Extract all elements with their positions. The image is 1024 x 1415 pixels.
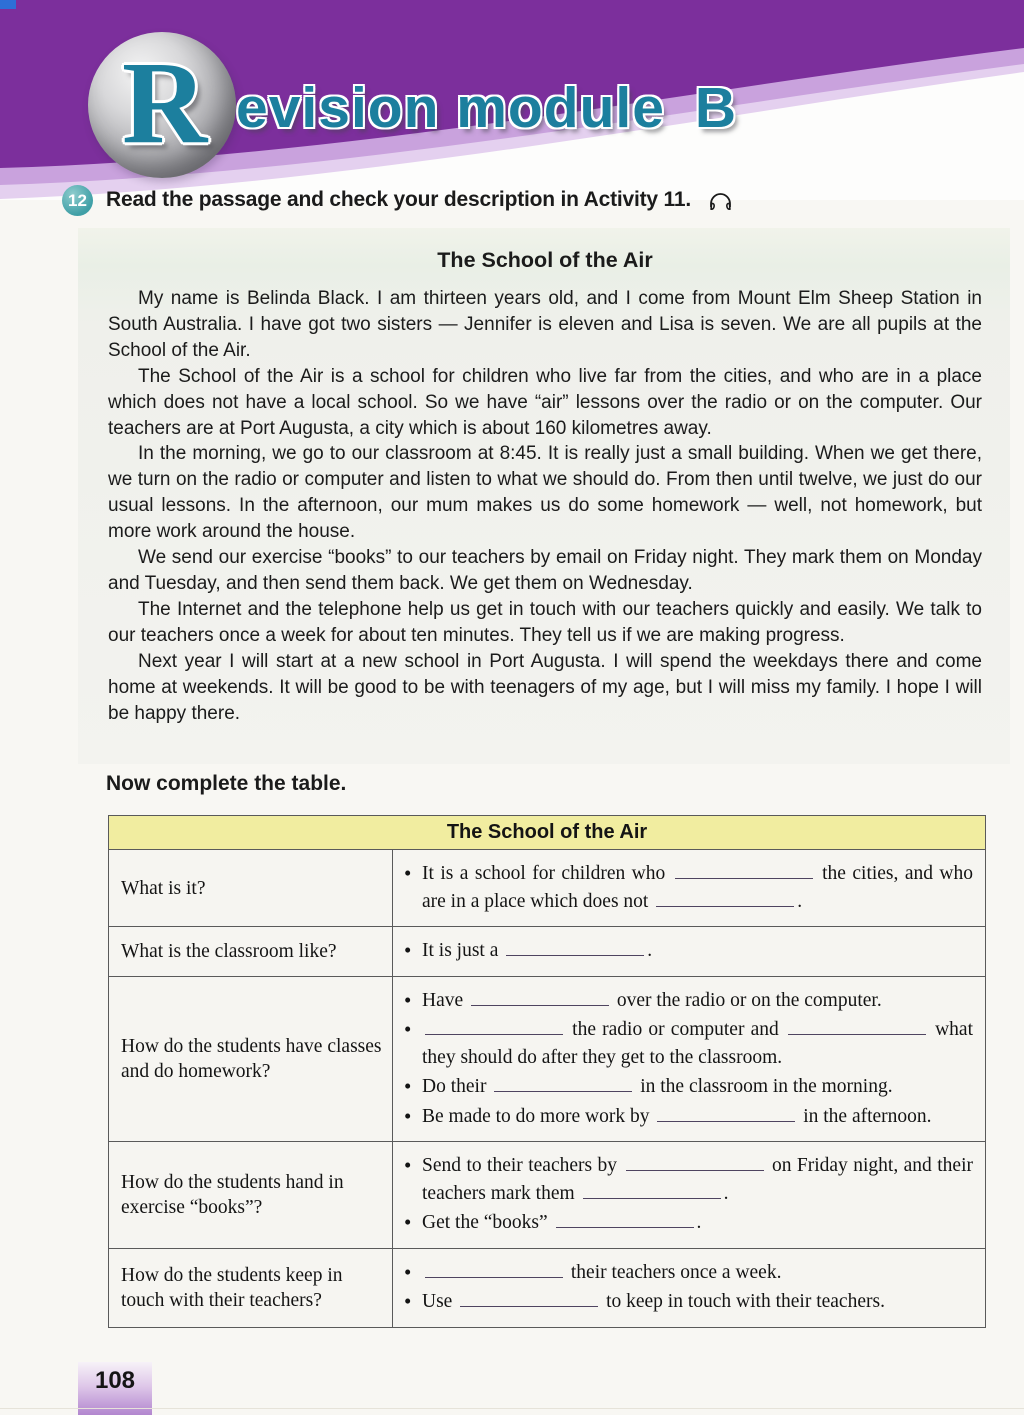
answers-cell (393, 1248, 986, 1327)
logo-letter: R (122, 37, 208, 168)
table-row (109, 927, 986, 977)
answer-blank (425, 1017, 563, 1035)
module-letter-b: B (694, 76, 738, 140)
answer-blank (788, 1017, 926, 1035)
passage-box (78, 228, 1010, 764)
answer-item: • It is a school for children who the cities, and who are in a place which does not . (401, 860, 973, 915)
headphones-icon (707, 189, 734, 216)
activity-instruction: Read the passage and check your description in Activity 11. (106, 188, 691, 211)
scan-artifact (0, 0, 16, 9)
answer-item: • the radio or computer and what they should do after they get to the classroom. (401, 1016, 973, 1071)
page-number: 108 (94, 1367, 136, 1394)
table-body (109, 850, 986, 1328)
activity-number-badge: 12 (62, 185, 93, 216)
question-cell: What is it? (109, 850, 393, 927)
passage-paragraph: My name is Belinda Black. I am thirteen years old, and I come from Mount Elm Sheep Station in South Australia. I have got two sisters — Jennifer is eleven and Lisa is seven. We are all pupils at the School of the Air. (108, 288, 982, 361)
answer-item: • Use to keep in touch with their teachers. (401, 1288, 973, 1316)
answer-blank (556, 1210, 694, 1228)
answer-blank (506, 938, 644, 956)
passage-paragraph: The School of the Air is a school for children who live far from the cities, and who are in a place which does not have a local school. So we have “air” lessons over the radio or on the computer. Our teachers are at Port Augusta, a city which is about 160 kilometres away. (108, 365, 982, 439)
answer-blank (471, 988, 609, 1006)
passage-title: The School of the Air (437, 248, 653, 272)
exercise-heading: Now complete the table. (106, 772, 347, 795)
paper-edge (0, 1408, 1024, 1409)
answer-item: • their teachers once a week. (401, 1259, 973, 1287)
answer-item: • It is just a . (401, 937, 973, 965)
page-header (0, 0, 1024, 200)
module-title (236, 76, 738, 140)
question-cell: What is the classroom like? (109, 927, 393, 977)
passage-paragraph: We send our exercise “books” to our teachers by email on Friday night. They mark them on Monday and Tuesday, and then send them back. We get them on Wednesday. (108, 547, 982, 594)
answers-cell (393, 927, 986, 977)
passage-paragraph: The Internet and the telephone help us get in touch with our teachers quickly and easily. We talk to our teachers once a week for about ten minutes. They tell us if we are making progress. (108, 598, 982, 646)
answer-item: • Do their in the classroom in the morning. (401, 1073, 973, 1101)
answer-item: • Get the “books” . (401, 1209, 973, 1237)
table-row (109, 850, 986, 927)
question-cell: How do the students have classes and do homework? (109, 976, 393, 1142)
passage-paragraph: Next year I will start at a new school in Port Augusta. I will spend the weekdays there and come home at weekends. It will be good to be with teenagers of my age, but I will miss my family. I hope I will be happy there. (108, 650, 982, 724)
answer-blank (460, 1289, 598, 1307)
answer-blank (626, 1153, 764, 1171)
question-cell: How do the students hand in exercise “books”? (109, 1142, 393, 1249)
answers-cell (393, 976, 986, 1142)
answer-blank (583, 1181, 721, 1199)
table-row (109, 976, 986, 1142)
answers-cell (393, 1142, 986, 1249)
answer-blank (656, 889, 794, 907)
answer-blank (494, 1074, 632, 1092)
answer-item: • Have over the radio or on the computer. (401, 987, 973, 1015)
table-school-of-the-air (108, 815, 986, 1328)
answer-item: • Send to their teachers by on Friday night, and their teachers mark them . (401, 1152, 973, 1207)
passage-body (108, 286, 982, 726)
table-row (109, 1142, 986, 1249)
module-title-text: evision module (236, 76, 665, 140)
answer-item: • Be made to do more work by in the afternoon. (401, 1103, 973, 1131)
table-header: The School of the Air (109, 816, 986, 850)
activity-12 (62, 185, 734, 216)
table-row (109, 1248, 986, 1327)
answer-blank (675, 861, 813, 879)
passage-paragraph: In the morning, we go to our classroom at 8:45. It is really just a small building. When we get there, we turn on the radio or computer and listen to what we should do. From then until twelve, we just do our usual lessons. In the afternoon, our mum makes us do some homework — well, not homework, but more work around the house. (108, 443, 982, 543)
question-cell: How do the students keep in touch with their teachers? (109, 1248, 393, 1327)
answer-blank (657, 1104, 795, 1122)
answer-blank (425, 1260, 563, 1278)
answers-cell (393, 850, 986, 927)
